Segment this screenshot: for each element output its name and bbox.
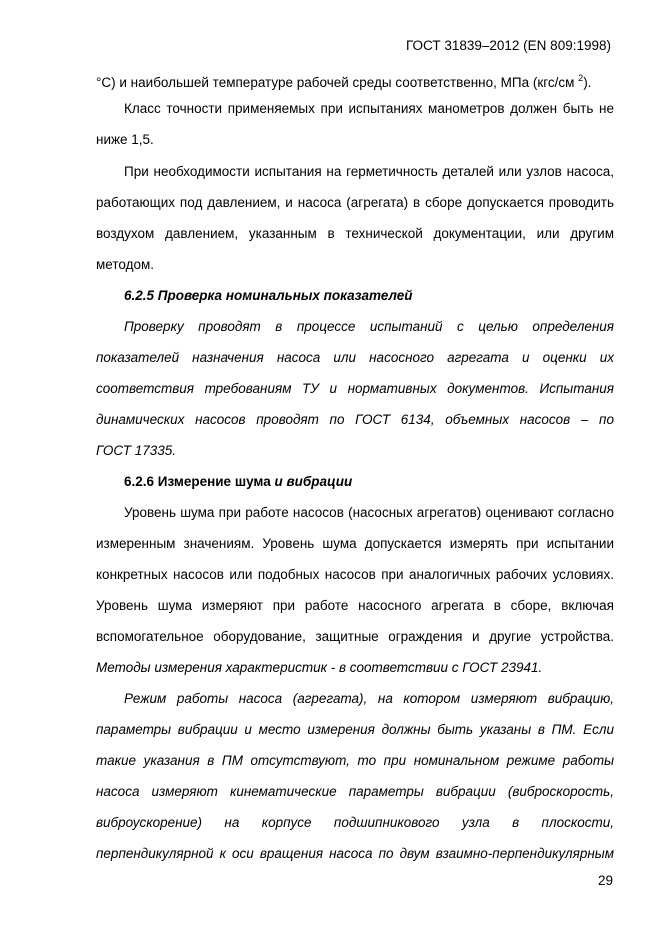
paragraph-line: перпендикулярной к оси вращения насоса по двум взаимно-перпендикулярным [96,846,614,861]
paragraph-line: измеренным значениям. Уровень шума допускается измерять при испытании [96,536,614,551]
paragraph-line: °С) и наибольшей температуре рабочей среды соответственно, МПа (кгс/см $^2$). [96,73,592,90]
superscript: 2 [578,73,584,83]
paragraph-line: Уровень шума при работе насосов (насосных агрегатов) оценивают согласно [124,505,614,520]
document-header: ГОСТ 31839–2012 (EN 809:1998) [406,38,611,53]
paragraph-line: соответствия требованиям ТУ и нормативных документов. Испытания [96,381,614,396]
paragraph-line: показателей назначения насоса или насосного агрегата и оценки их [96,350,614,365]
paragraph-line: Методы измерения характеристик - в соответствии с ГОСТ 23941. [96,660,543,675]
paragraph-line: Режим работы насоса (агрегата), на котором измеряют вибрацию, [124,691,614,706]
paragraph-line: вспомогательное оборудование, защитные ограждения и другие устройства. [96,629,614,644]
paragraph-line: Проверку проводят в процессе испытаний с целью определения [124,319,614,334]
section-heading: 6.2.5 Проверка номинальных показателей [124,288,413,303]
paragraph-line: методом. [96,257,155,272]
page-number: 29 [597,873,613,888]
paragraph-line: ГОСТ 17335. [96,443,176,458]
paragraph-line: воздухом давлением, указанным в технической документации, или другим [96,226,614,241]
paragraph-line: конкретных насосов или подобных насосов при аналогичных рабочих условиях. [96,567,614,582]
paragraph-line: При необходимости испытания на герметичность деталей или узлов насоса, [124,164,614,179]
paragraph-line: Уровень шума измеряют при работе насосного агрегата в сборе, включая [96,598,614,613]
paragraph-line: параметры вибрации и место измерения должны быть указаны в ПМ. Если [96,722,614,737]
paragraph-line: ниже 1,5. [96,132,154,147]
paragraph-line: Класс точности применяемых при испытаниях манометров должен быть не [124,101,614,116]
paragraph-line: работающих под давлением, и насоса (агрегата) в сборе допускается проводить [96,195,614,210]
paragraph-line: виброускорение) на корпусе подшипникового узла в плоскости, [96,815,614,830]
section-heading: 6.2.6 Измерение шума и вибрации [124,474,353,489]
paragraph-line: насоса измеряют кинематические параметры вибрации (виброскорость, [96,784,614,799]
paragraph-line: такие указания в ПМ отсутствуют, то при номинальном режиме работы [96,753,614,768]
paragraph-line: динамических насосов проводят по ГОСТ 6134, объемных насосов – по [96,412,614,427]
